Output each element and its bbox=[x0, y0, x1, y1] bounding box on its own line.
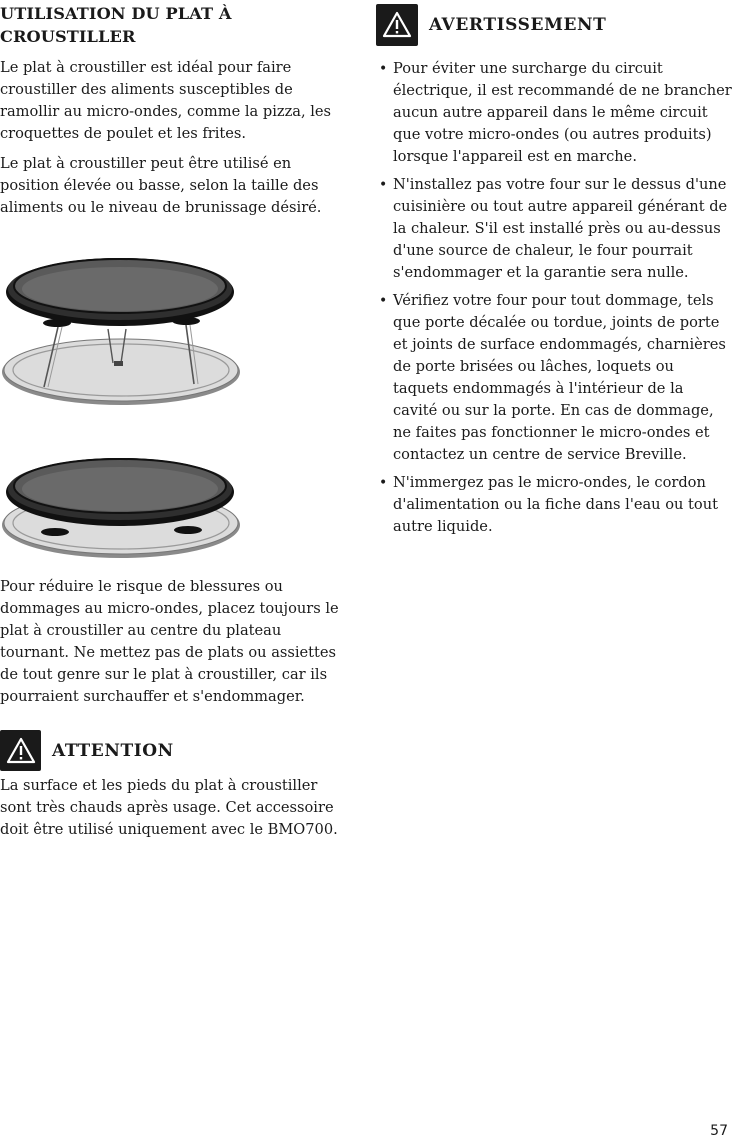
attention-label: ATTENTION bbox=[52, 740, 174, 761]
attention-header bbox=[0, 730, 352, 771]
list-item-text: Vérifiez votre four pour tout dommage, tels que porte décalée ou tordue, joints de porte et joints de surface endommagés, charnières de porte brisées ou lâches, loquets ou taquets endommagés à l'intérieur de la cavité ou sur la porte. En cas de dommage, ne faites pas fonctionner le micro-ondes et contactez un centre de service Breville. bbox=[393, 292, 726, 463]
attention-text: La surface et les pieds du plat à croustiller sont très chauds après usage. Cet accessoire doit être utilisé uniquement avec le BMO700. bbox=[0, 777, 338, 838]
crisper-dish-raised-illustration bbox=[0, 237, 245, 412]
section-title: UTILISATION DU PLAT À CROUSTILLER bbox=[0, 4, 232, 46]
list-item: • N'immergez pas le micro-ondes, le cordon d'alimentation ou la fiche dans l'eau ou tout autre liquide. bbox=[379, 474, 718, 535]
right-column bbox=[376, 0, 732, 544]
list-item: • Vérifiez votre four pour tout dommage, tels que porte décalée ou tordue, joints de porte et joints de surface endommagés, charnières de porte brisées ou lâches, loquets ou taquets endommagés à l'intérieur de la cavité ou sur la porte. En cas de dommage, ne faites pas fonctionner le micro-ondes et contactez un centre de service Breville. bbox=[379, 292, 726, 463]
list-item-text: N'installez pas votre four sur le dessus d'une cuisinière ou tout autre appareil générant de la chaleur. S'il est installé près ou au-dessus d'une source de chaleur, le four pourrait s'endommager et la garantie sera nulle. bbox=[393, 176, 728, 281]
intro-paragraph-1: Le plat à croustiller est idéal pour faire croustiller des aliments susceptibles de ramollir au micro-ondes, comme la pizza, les croquettes de poulet et les frites. bbox=[0, 59, 332, 142]
page-number: 57 bbox=[710, 1123, 728, 1139]
avertissement-list bbox=[376, 58, 732, 538]
safety-paragraph: Pour réduire le risque de blessures ou dommages au micro-ondes, placez toujours le plat à croustiller au centre du plateau tournant. Ne mettez pas de plats ou assiettes de tout genre sur le plat à croustiller, car ils pourraient surchauffer et s'endommager. bbox=[0, 578, 339, 705]
attention-section bbox=[0, 730, 352, 841]
list-item-text: Pour éviter une surcharge du circuit électrique, il est recommandé de ne brancher aucun autre appareil dans le même circuit que votre micro-ondes (ou autres produits) lorsque l'appareil est en marche. bbox=[393, 60, 732, 165]
list-item-text: N'immergez pas le micro-ondes, le cordon d'alimentation ou la fiche dans l'eau ou tout autre liquide. bbox=[393, 474, 718, 535]
list-item: • N'installez pas votre four sur le dessus d'une cuisinière ou tout autre appareil générant de la chaleur. S'il est installé près ou au-dessus d'une source de chaleur, le four pourrait s'endommager et la garantie sera nulle. bbox=[379, 176, 728, 281]
warning-triangle-icon bbox=[0, 730, 41, 771]
avertissement-label: AVERTISSEMENT bbox=[429, 15, 607, 35]
intro-paragraph-2: Le plat à croustiller peut être utilisé en position élevée ou basse, selon la taille des aliments ou le niveau de brunissage désiré. bbox=[0, 155, 322, 216]
avertissement-section bbox=[376, 4, 732, 538]
crisper-dish-low-illustration bbox=[0, 452, 245, 562]
left-column bbox=[0, 0, 352, 841]
warning-triangle-icon bbox=[376, 4, 418, 46]
list-item: • Pour éviter une surcharge du circuit électrique, il est recommandé de ne brancher aucun autre appareil dans le même circuit que votre micro-ondes (ou autres produits) lorsque l'appareil est en marche. bbox=[379, 60, 732, 165]
avertissement-header bbox=[376, 4, 732, 46]
